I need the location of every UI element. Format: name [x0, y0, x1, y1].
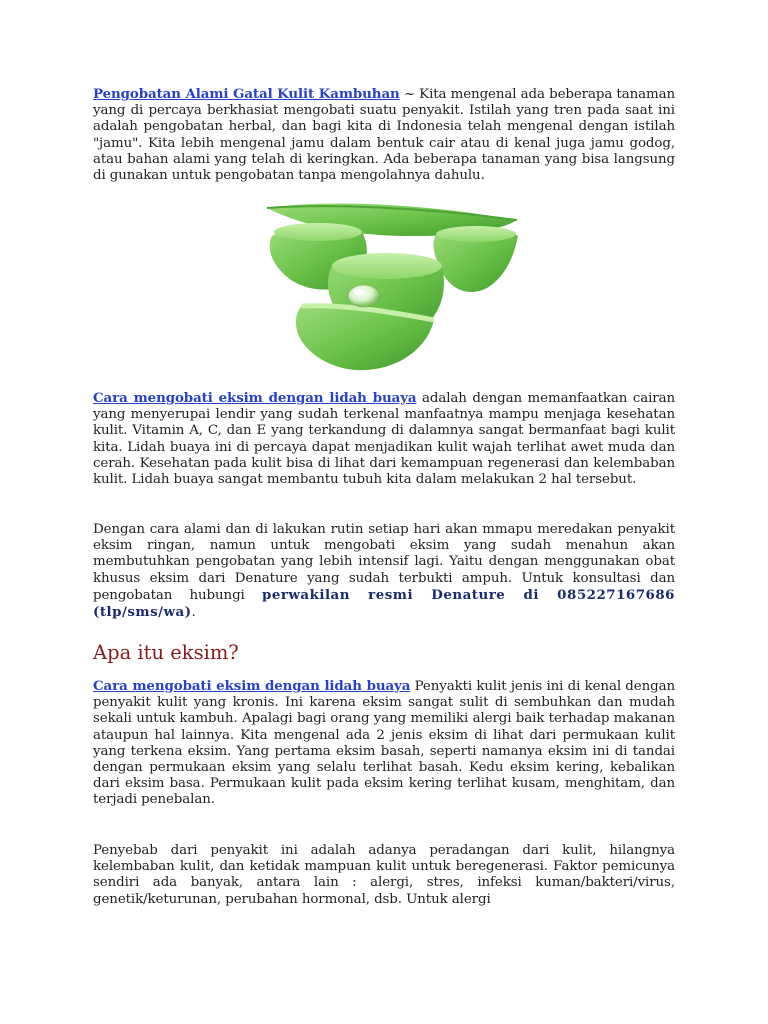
link-cara-mengobati-eksim-2[interactable]: Cara mengobati eksim dengan lidah buaya [93, 678, 411, 694]
eksim-paragraph: Cara mengobati eksim dengan lidah buaya Penyakti kulit jenis ini di kenal dengan penyakit kulit yang kronis. Ini karena eksim sangat sulit di sembuhkan dan mudah sekali untuk kambuh. Apalagi bagi orang yang memiliki alergi baik terhadap makanan ataupun hal lainnya. Kita mengenal ada 2 jenis eksim di lihat dari permukaan kulit yang terkena eksim. Yang pertama eksim basah, seperti namanya eksim ini di tandai dengan permukaan eksim yang selalu terlihat basah. Kedu eksim kering, kebalikan dari eksim basa. Permukaan kulit pada eksim kering terlihat kusam, menghitam, dan terjadi penebalan. [93, 678, 675, 808]
aloe-leaf-icon [262, 196, 520, 376]
link-pengobatan-alami[interactable]: Pengobatan Alami Gatal Kulit Kambuhan [93, 86, 400, 102]
intro-paragraph: Pengobatan Alami Gatal Kulit Kambuhan ~ Kita mengenal ada beberapa tanaman yang di percaya berkhasiat mengobati suatu penyakit. Istilah yang tren pada saat ini adalah pengobatan herbal, dan bagi kita di Indonesia telah mengenal dengan istilah "jamu". Kita lebih mengenal jamu dalam bentuk cair atau di kenal juga jamu godog, atau bahan alami yang telah di keringkan. Ada beberapa tanaman yang bisa langsung di gunakan untuk pengobatan tanpa mengolahnya dahulu. [93, 86, 676, 184]
aloe-vera-image [262, 196, 520, 376]
contact-info: perwakilan resmi Denature di 085227167686 (tlp/sms/wa) [93, 586, 675, 621]
penyebab-paragraph: Penyebab dari penyakit ini adalah adanya peradangan dari kulit, hilangnya kelembaban kulit, dan ketidak mampuan kulit untuk beregenerasi. Faktor pemicunya sendiri ada banyak, antara lain : alergi, stres, infeksi kuman/bakteri/virus, genetik/keturunan, perubahan hormonal, dsb. Untuk alergi [93, 843, 675, 907]
aloe-paragraph: Cara mengobati eksim dengan lidah buaya adalah dengan memanfaatkan cairan yang menyerupai lendir yang sudah terkenal manfaatnya mampu menjaga kesehatan kulit. Vitamin A, C, dan E yang terkandung di dalamnya sangat bermanfaat bagi kulit kita. Lidah buaya ini di percaya dapat menjadikan kulit wajah terlihat awet muda dan cerah. Kesehatan pada kulit bisa di lihat dari kemampuan regenerasi dan kelembaban kulit. Lidah buaya sangat membantu tubuh kita dalam melakukan 2 hal tersebut. [93, 390, 675, 488]
denature-paragraph: Dengan cara alami dan di lakukan rutin setiap hari akan mmapu meredakan penyakit eksim ringan, namun untuk mengobati eksim yang sudah menahun akan membutuhkan pengobatan yang lebih intensif lagi. Yaitu dengan menggunakan obat khusus eksim dari Denature yang sudah terbukti ampuh. Untuk konsultasi dan pengobatan hubungi perwakilan resmi Denature di 085227167686 (tlp/sms/wa). [93, 522, 675, 621]
link-cara-mengobati-eksim[interactable]: Cara mengobati eksim dengan lidah buaya [93, 390, 417, 406]
section-heading: Apa itu eksim? [93, 641, 239, 664]
